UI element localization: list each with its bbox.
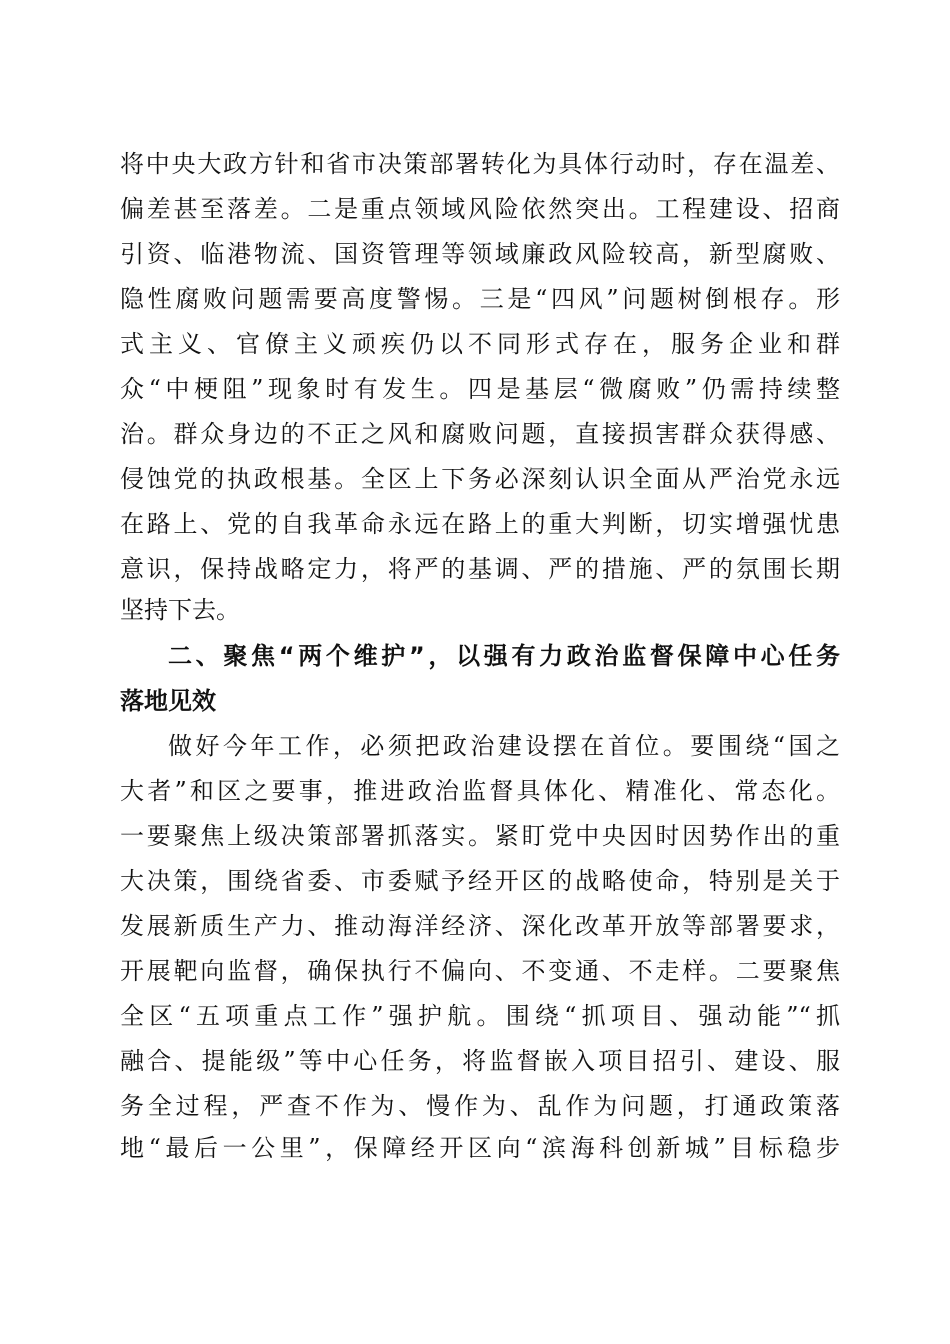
paragraph-line: 治。群众身边的不正之风和腐败问题，直接损害群众获得感、: [120, 420, 840, 448]
paragraph-line: 隐性腐败问题需要高度警惕。三是“四风”问题树倒根存。形: [120, 285, 840, 313]
paragraph-line: 开展靶向监督，确保执行不偏向、不变通、不走样。二要聚焦: [120, 957, 840, 985]
paragraph-line: 全区“五项重点工作”强护航。围绕“抓项目、强动能”“抓: [120, 1002, 840, 1030]
paragraph-line: 做好今年工作，必须把政治建设摆在首位。要围绕“国之: [168, 732, 840, 760]
paragraph-line: 大者”和区之要事，推进政治监督具体化、精准化、常态化。: [120, 777, 840, 805]
paragraph-line: 在路上、党的自我革命永远在路上的重大判断，切实增强忧患: [120, 510, 840, 538]
paragraph-line: 众“中梗阻”现象时有发生。四是基层“微腐败”仍需持续整: [120, 375, 840, 403]
paragraph-line: 坚持下去。: [120, 596, 240, 624]
paragraph-line: 地“最后一公里”，保障经开区向“滨海科创新城”目标稳步: [120, 1134, 840, 1162]
paragraph-line: 偏差甚至落差。二是重点领域风险依然突出。工程建设、招商: [120, 195, 840, 223]
paragraph-line: 务全过程，严查不作为、慢作为、乱作为问题，打通政策落: [120, 1092, 840, 1120]
paragraph-line: 大决策，围绕省委、市委赋予经开区的战略使命，特别是关于: [120, 867, 840, 895]
paragraph-line: 引资、临港物流、国资管理等领域廉政风险较高，新型腐败、: [120, 240, 840, 268]
paragraph-line: 侵蚀党的执政根基。全区上下务必深刻认识全面从严治党永远: [120, 465, 840, 493]
paragraph-line: 发展新质生产力、推动海洋经济、深化改革开放等部署要求，: [120, 912, 840, 940]
section-heading: 二、聚焦“两个维护”，以强有力政治监督保障中心任务: [168, 642, 840, 670]
paragraph-line: 一要聚焦上级决策部署抓落实。紧盯党中央因时因势作出的重: [120, 822, 840, 850]
paragraph-line: 融合、提能级”等中心任务，将监督嵌入项目招引、建设、服: [120, 1047, 840, 1075]
paragraph-line: 式主义、官僚主义顽疾仍以不同形式存在，服务企业和群: [120, 330, 840, 358]
paragraph-line: 意识，保持战略定力，将严的基调、严的措施、严的氛围长期: [120, 555, 840, 583]
paragraph-line: 将中央大政方针和省市决策部署转化为具体行动时，存在温差、: [120, 150, 840, 178]
section-heading-continued: 落地见效: [120, 687, 216, 715]
